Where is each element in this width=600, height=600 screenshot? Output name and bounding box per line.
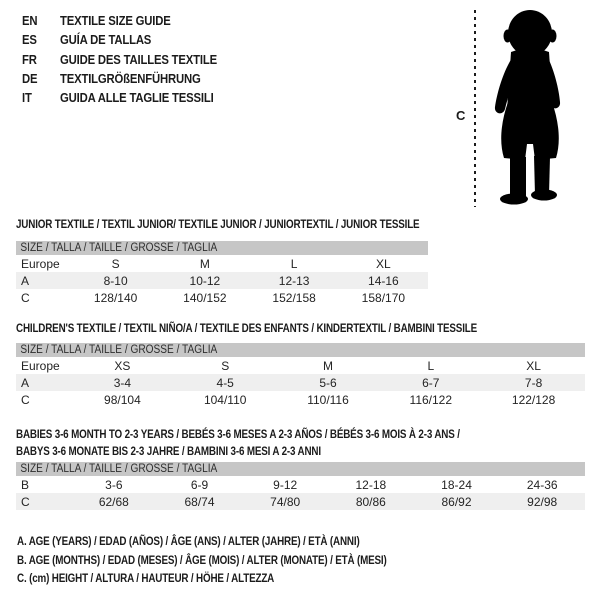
size-header-label: SIZE / TALLA / TAILLE / GRÖSSE / TAGLIA: [20, 463, 218, 475]
row-value: 152/158: [272, 290, 316, 305]
table-title-group: [16, 426, 585, 460]
row-value: 12-13: [278, 273, 310, 288]
babies-textile-table: [16, 426, 585, 510]
row-value: M: [199, 256, 210, 271]
row-value: S: [111, 256, 120, 271]
row-value: 3-6: [105, 477, 123, 492]
junior-textile-table: [16, 216, 428, 306]
table-rows: [16, 476, 585, 510]
footnote-line: C. (cm) HEIGHT / ALTURA / HAUTEUR / HÖHE / ALTEZZA: [17, 571, 275, 585]
row-value: L: [427, 358, 435, 373]
row-label: Europe: [21, 358, 60, 373]
row-label: C: [21, 392, 30, 407]
row-value: 80/86: [355, 494, 386, 509]
height-measure-dotted-line: [474, 10, 476, 207]
row-value: 116/122: [409, 392, 453, 407]
row-label: Europe: [21, 256, 60, 271]
row-value: 3-4: [113, 375, 132, 390]
row-value: S: [221, 358, 230, 373]
row-label: A: [21, 273, 30, 288]
table-row: [16, 289, 428, 306]
baby-silhouette-image: [486, 8, 574, 207]
height-figure: [456, 8, 596, 208]
row-value: L: [290, 256, 298, 271]
size-header-bar: [16, 462, 585, 476]
row-value: XL: [526, 358, 541, 373]
table-row: [16, 272, 428, 289]
size-header-bar: [16, 241, 428, 255]
table-rows: [16, 357, 585, 408]
table-title-group: [16, 216, 428, 233]
row-value: 62/68: [98, 494, 129, 509]
footnote-line: A. AGE (YEARS) / EDAD (AÑOS) / ÂGE (ANS) / ALTER (JAHRE) / ETÀ (ANNI): [17, 534, 360, 548]
row-value: 8-10: [103, 273, 128, 288]
row-label: B: [21, 477, 30, 492]
row-value: 122/128: [511, 392, 556, 407]
language-label: GUIDA ALLE TAGLIE TESSILI: [60, 90, 214, 106]
table-row: [16, 493, 585, 510]
language-row: [22, 88, 240, 107]
language-row: [22, 11, 240, 30]
table-title: BABIES 3-6 MONTH TO 2-3 YEARS / BEBÉS 3-6 MESES A 2-3 AÑOS / BÉBÉS 3-6 MOIS À 2-3 ANS /: [16, 427, 460, 441]
row-value: 104/110: [203, 392, 247, 407]
row-value: 24-36: [526, 477, 558, 492]
table-row: [16, 374, 585, 391]
table-title: BABYS 3-6 MONATE BIS 2-3 JAHRE / BAMBINI 3-6 MESI A 2-3 ANNI: [16, 444, 321, 458]
table-title: CHILDREN'S TEXTILE / TEXTIL NIÑO/A / TEXTILE DES ENFANTS / KINDERTEXTIL / BAMBINI TESSILE: [16, 321, 478, 335]
table-row: [16, 357, 585, 374]
row-label: C: [21, 494, 30, 509]
language-code: EN: [22, 13, 38, 29]
table-row: [16, 391, 585, 408]
table-title-group: [16, 320, 585, 337]
row-value: 110/116: [307, 392, 349, 407]
childrens-textile-table: [16, 320, 585, 408]
size-header-label: SIZE / TALLA / TAILLE / GRÖSSE / TAGLIA: [20, 242, 218, 254]
row-value: 92/98: [527, 494, 558, 509]
table-title: JUNIOR TEXTILE / TEXTIL JUNIOR/ TEXTILE JUNIOR / JUNIORTEXTIL / JUNIOR TESSILE: [16, 217, 420, 231]
height-marker-label: C: [456, 108, 466, 123]
size-header-bar: [16, 343, 585, 357]
table-row: [16, 476, 585, 493]
language-code: ES: [22, 32, 37, 48]
table-rows: [16, 255, 428, 306]
row-value: 68/74: [184, 494, 215, 509]
language-row: [22, 50, 240, 69]
row-value: 74/80: [270, 494, 301, 509]
row-value: 12-18: [355, 477, 387, 492]
table-row: [16, 255, 428, 272]
row-value: 7-8: [524, 375, 543, 390]
language-label: TEXTILE SIZE GUIDE: [60, 13, 171, 29]
row-value: 6-7: [422, 375, 440, 390]
row-value: 10-12: [189, 273, 221, 288]
row-label: A: [21, 375, 30, 390]
row-value: 9-12: [273, 477, 298, 492]
language-label: GUIDE DES TAILLES TEXTILE: [60, 51, 217, 67]
row-value: 98/104: [104, 392, 141, 407]
row-value: XS: [114, 358, 131, 373]
row-value: 128/140: [93, 290, 138, 305]
row-value: 140/152: [183, 290, 227, 305]
row-value: 5-6: [319, 375, 337, 390]
language-row: [22, 30, 240, 49]
row-value: 18-24: [441, 477, 472, 492]
row-label: C: [21, 290, 30, 305]
row-value: 4-5: [216, 375, 234, 390]
language-code: FR: [22, 51, 37, 67]
language-row: [22, 69, 240, 88]
size-header-label: SIZE / TALLA / TAILLE / GRÖSSE / TAGLIA: [20, 344, 218, 356]
row-value: 86/92: [441, 494, 472, 509]
language-code: IT: [22, 90, 32, 106]
row-value: 14-16: [368, 273, 399, 288]
row-value: 6-9: [190, 477, 209, 492]
row-value: 158/170: [361, 290, 406, 305]
row-value: M: [322, 358, 333, 373]
row-value: XL: [376, 256, 391, 271]
footnotes: [17, 532, 468, 588]
footnote-line: B. AGE (MONTHS) / EDAD (MESES) / ÂGE (MOIS) / ALTER (MONATE) / ETÀ (MESI): [17, 552, 387, 567]
language-label: TEXTILGRÖßENFÜHRUNG: [60, 71, 201, 87]
language-code: DE: [22, 71, 38, 87]
language-label: GUÍA DE TALLAS: [60, 32, 152, 48]
language-list: [22, 11, 240, 107]
